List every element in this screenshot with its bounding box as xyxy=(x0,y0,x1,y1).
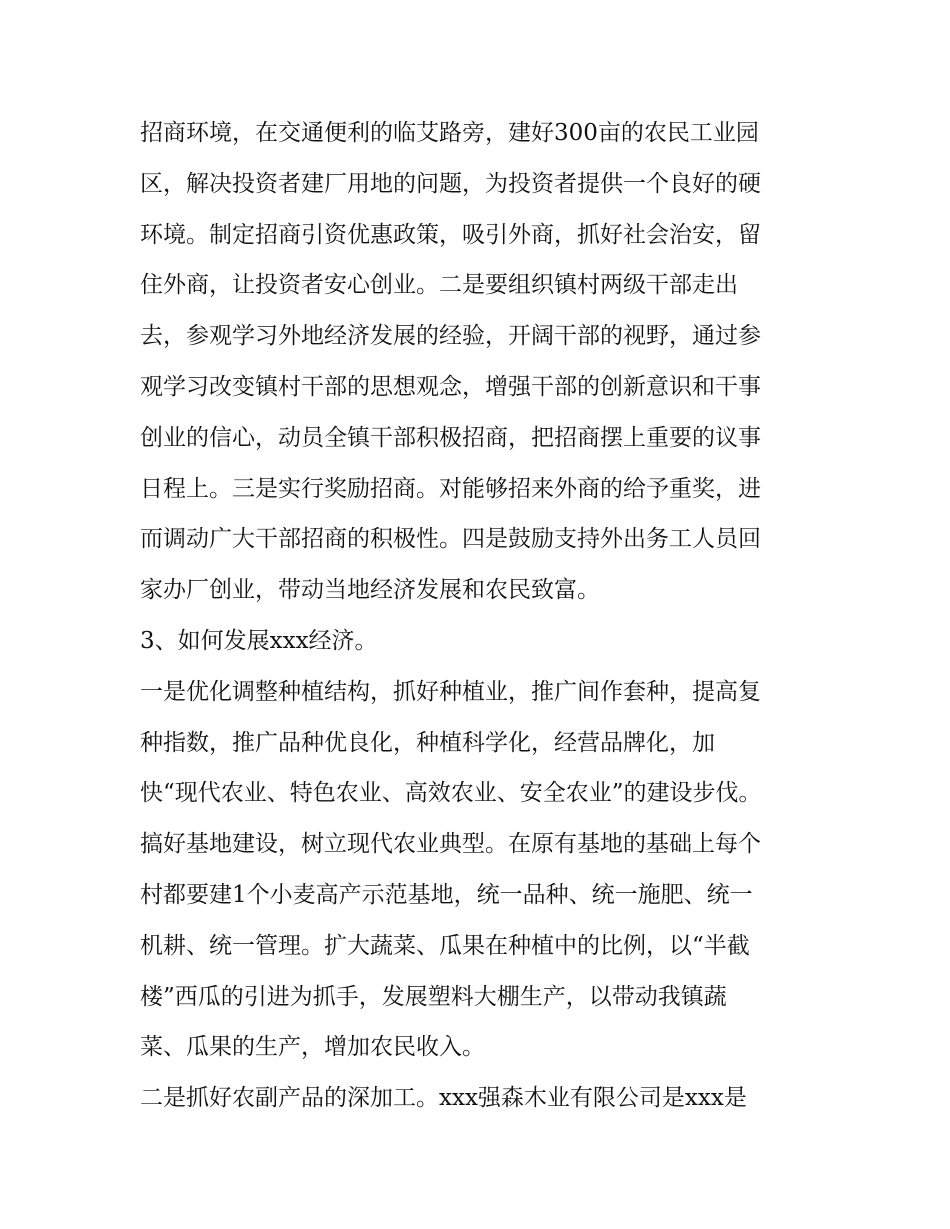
text-line: 住外商，让投资者安心创业。二是要组织镇村两级干部走出 xyxy=(140,272,738,299)
text-line: 招商环境，在交通便利的临艾路旁，建好300亩的农民工业园 xyxy=(140,120,759,146)
text-line: 而调动广大干部招商的积极性。四是鼓励支持外出务工人员回 xyxy=(140,526,761,553)
text-line: 楼”西瓜的引进为抓手，发展塑料大棚生产，以带动我镇蔬 xyxy=(140,983,727,1010)
text-line: 日程上。三是实行奖励招商。对能够招来外商的给予重奖，进 xyxy=(140,475,761,502)
text-line: 环境。制定招商引资优惠政策，吸引外商，抓好社会治安，留 xyxy=(140,221,761,248)
text-line: 创业的信心，动员全镇干部积极招商，把招商摆上重要的议事 xyxy=(140,424,761,451)
document-body xyxy=(140,108,820,1124)
text-line: 一是优化调整种植结构，抓好种植业，推广间作套种，提高复 xyxy=(140,678,761,705)
text-line: 村都要建1个小麦高产示范基地，统一品种、统一施肥、统一 xyxy=(140,881,753,908)
section-heading: 3、如何发展xxx经济。 xyxy=(140,627,378,654)
text-line: 机耕、统一管理。扩大蔬菜、瓜果在种植中的比例，以“半截 xyxy=(140,932,750,959)
text-line: 菜、瓜果的生产，增加农民收入。 xyxy=(140,1034,485,1061)
text-line: 二是抓好农副产品的深加工。xxx强森木业有限公司是xxx是 xyxy=(140,1085,747,1112)
text-line: 去，参观学习外地经济发展的经验，开阔干部的视野，通过参 xyxy=(140,323,761,350)
text-line: 种指数，推广品种优良化，种植科学化，经营品牌化，加 xyxy=(140,729,715,756)
text-line: 搞好基地建设，树立现代农业典型。在原有基地的基础上每个 xyxy=(140,831,761,858)
text-line: 观学习改变镇村干部的思想观念，增强干部的创新意识和干事 xyxy=(140,373,761,400)
text-line: 家办厂创业，带动当地经济发展和农民致富。 xyxy=(140,577,600,604)
text-line: 区，解决投资者建厂用地的问题，为投资者提供一个良好的硬 xyxy=(140,170,761,197)
text-line: 快“现代农业、特色农业、高效农业、安全农业”的建设步伐。 xyxy=(140,780,762,807)
